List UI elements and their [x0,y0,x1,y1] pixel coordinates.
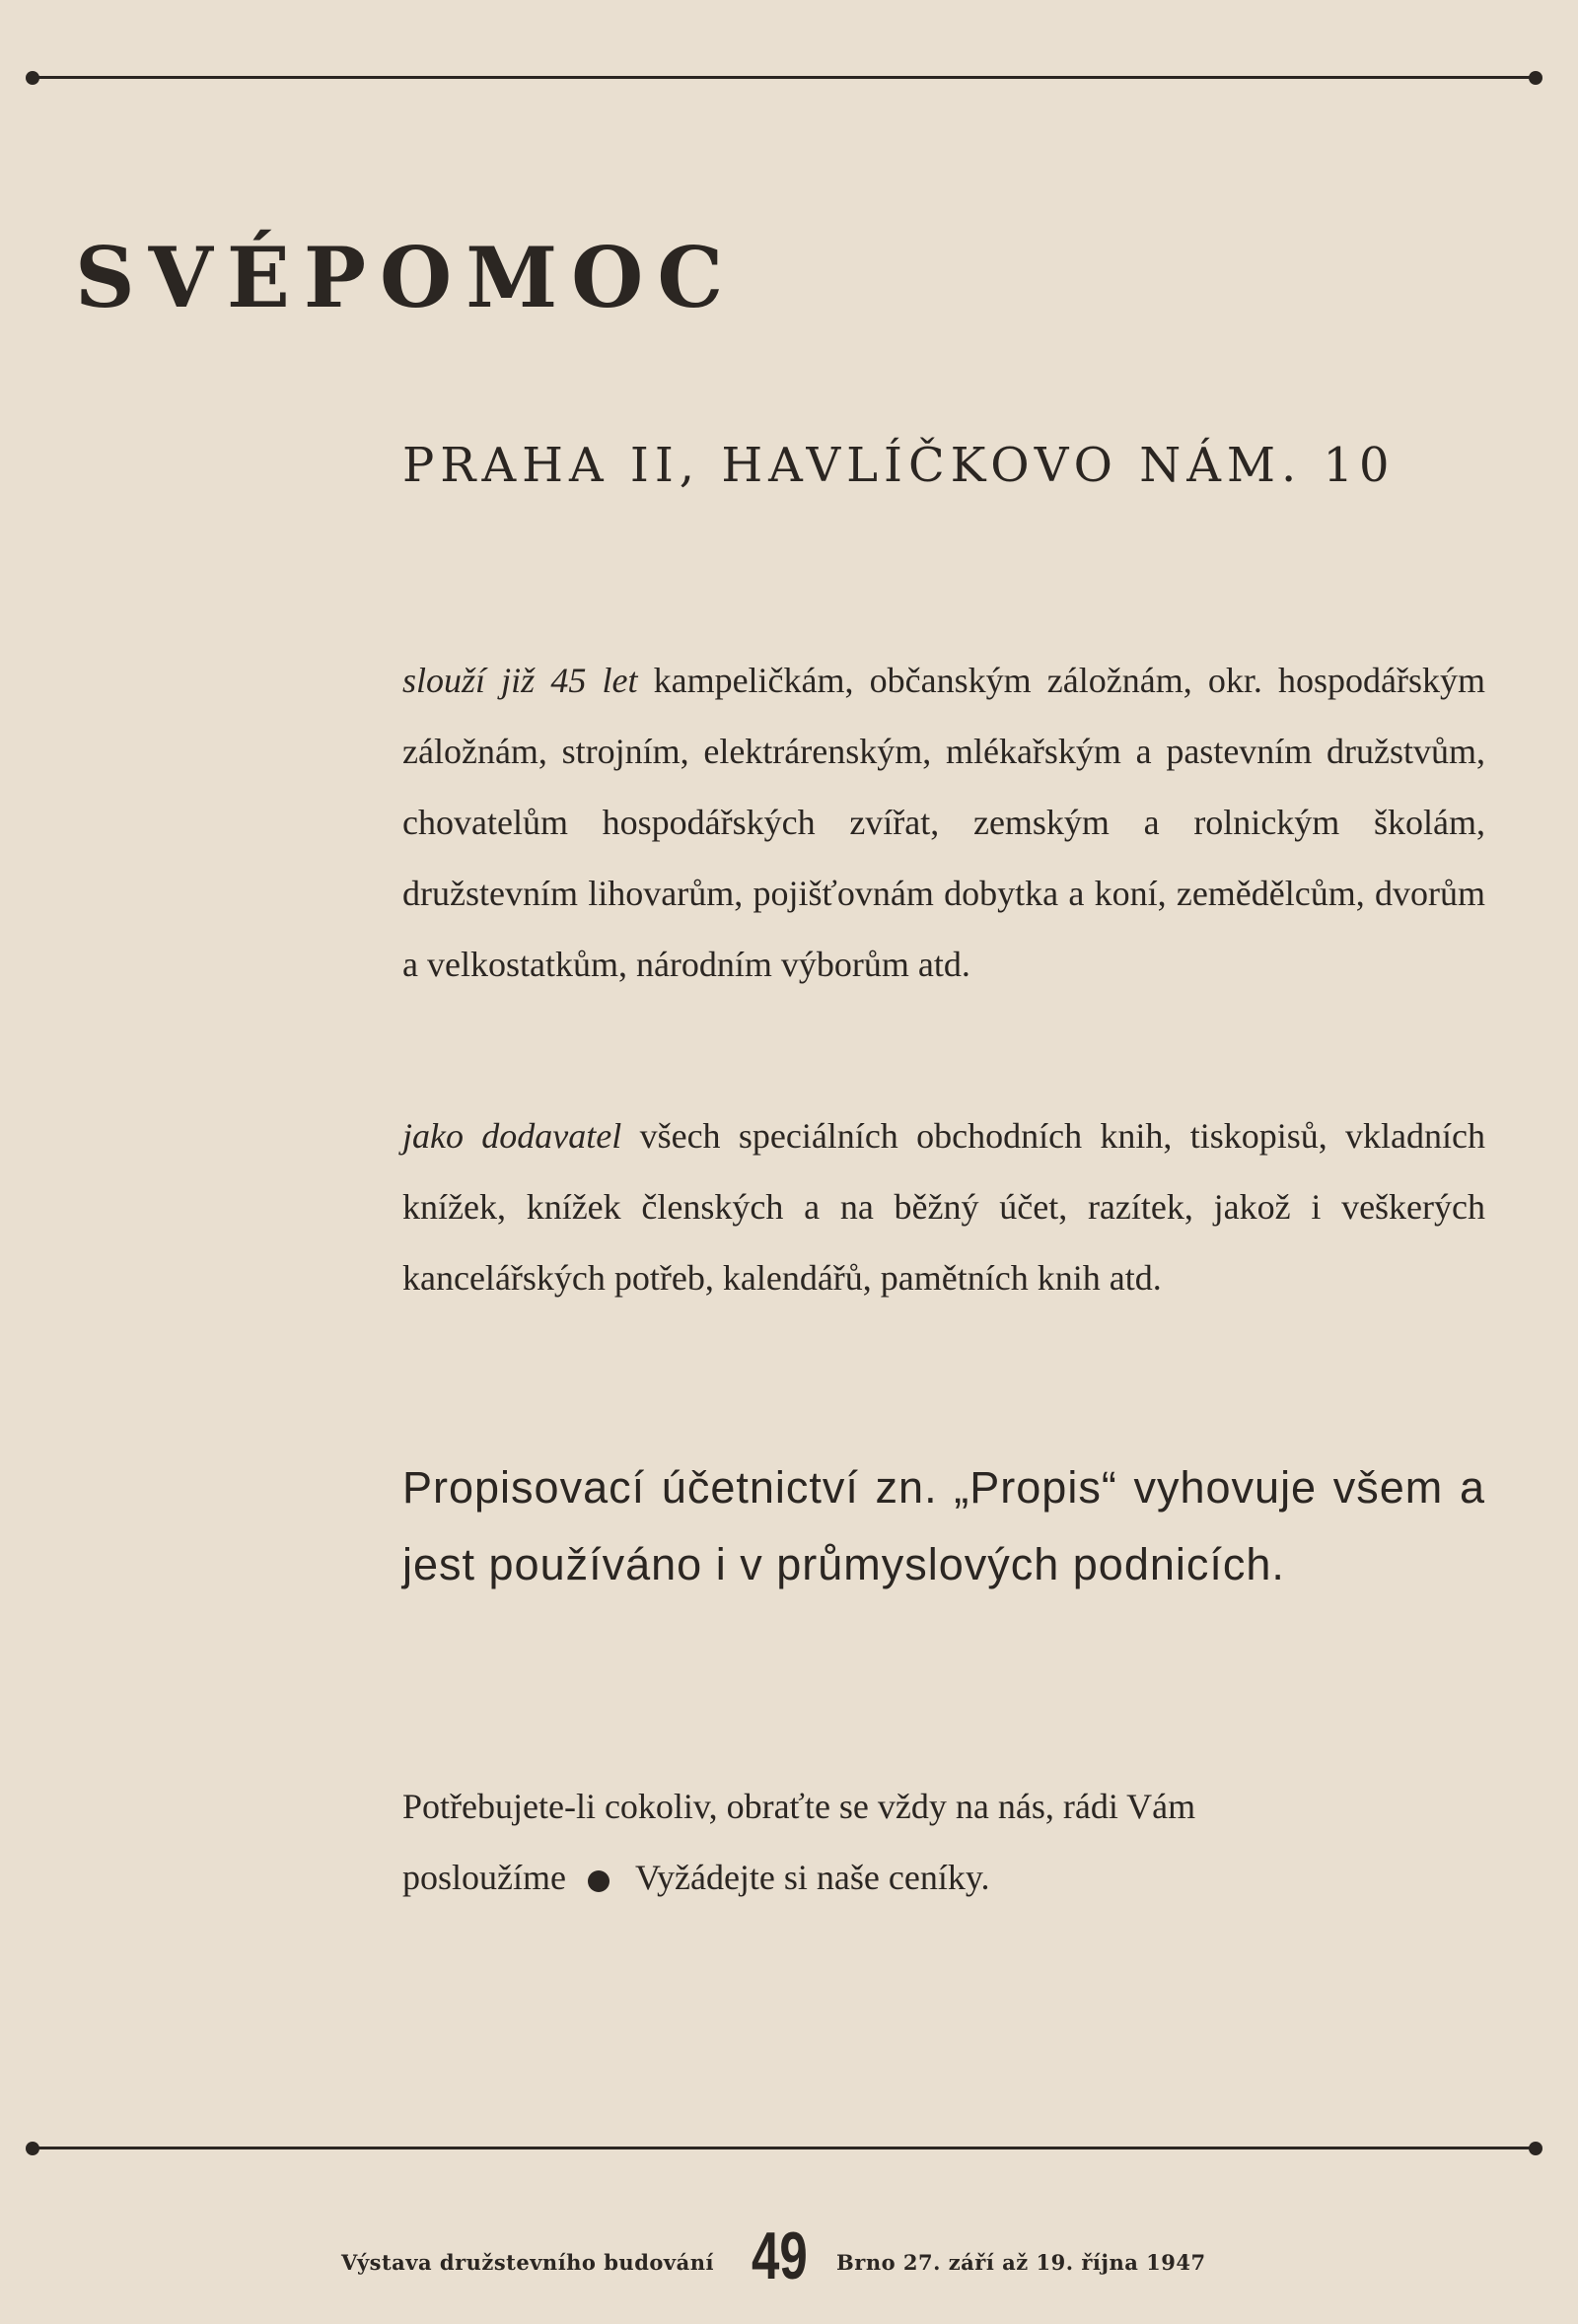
top-divider-rule [26,69,1542,87]
contact-before-bullet: posloužíme [402,1858,566,1897]
accounting-paragraph: Propisovací účetnictví zn. „Propis“ vyhovuje všem a jest používáno i v průmyslových podnicích. [402,1462,1485,1589]
contact-line-1: Potřebujete-li cokoliv, obraťte se vždy na nás, rádi Vám [402,1787,1196,1826]
services-lead: slouží již 45 let [402,661,638,700]
rule-dot-icon [1529,71,1542,85]
supplier-lead: jako dodavatel [402,1116,622,1156]
footer-exhibition-dates: Brno 27. září až 19. října 1947 [836,2250,1206,2275]
rule-line [36,76,1533,79]
contact-after-bullet: Vyžádejte si naše ceníky. [634,1858,990,1897]
contact-paragraph [402,1771,1485,1913]
page-title: SVÉPOMOC [75,229,738,326]
page-number: 49 [752,2218,808,2293]
rule-line [36,2147,1533,2149]
services-text: kampeličkám, občanským záložnám, okr. hospodářským záložnám, strojním, elektrárenským, mlékařským a pastevním družstvům, chovatelům hospodářských zvířat, zemským a rolnickým školám, družstevním lihovarům, pojišťovnám dobytka a koní, zemědělcům, dvorům a velkostatkům, národním výborům atd. [402,661,1485,984]
bottom-divider-rule [26,2140,1542,2157]
company-address: PRAHA II, HAVLÍČKOVO NÁM. 10 [402,438,1396,493]
supplier-paragraph [402,1100,1485,1313]
services-paragraph [402,645,1485,1000]
page-footer [341,2218,1229,2297]
rule-dot-icon [1529,2142,1542,2155]
supplier-text: všech speciálních obchodních knih, tiskopisů, vkladních knížek, knížek členských a na běžný účet, razítek, jakož i veškerých kancelářských potřeb, kalendářů, pamětních knih atd. [402,1116,1485,1298]
bullet-icon [588,1870,610,1892]
footer-exhibition-name: Výstava družstevního budování [341,2250,714,2275]
